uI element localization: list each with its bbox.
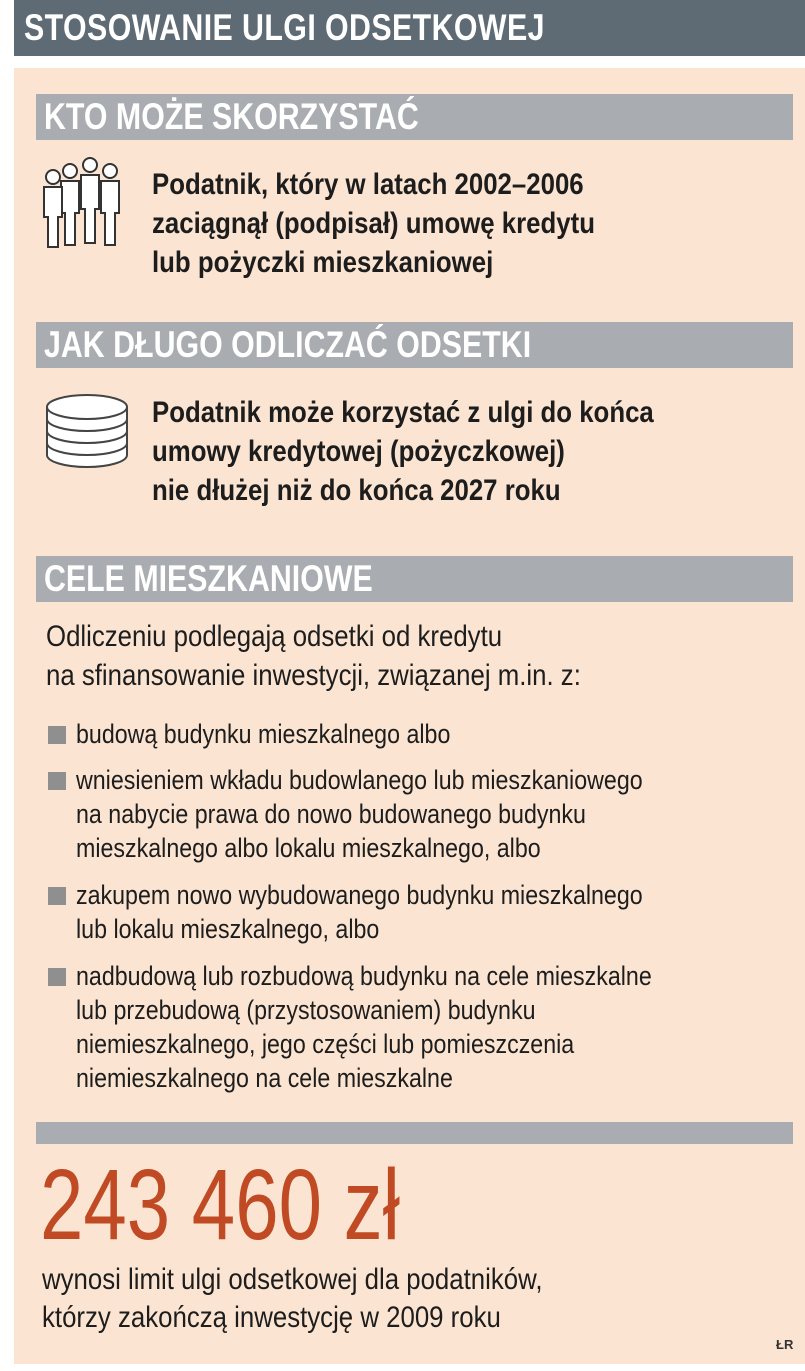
author-credit: ŁR	[776, 1337, 794, 1352]
bullet-square	[48, 968, 66, 986]
section-header-how-long	[36, 322, 793, 368]
section-header-goals	[36, 556, 793, 602]
section-header-who	[36, 94, 793, 140]
section-title-who: KTO MOŻE SKORZYSTAĆ	[44, 96, 419, 137]
section-title-how-long: JAK DŁUGO ODLICZAĆ ODSETKI	[44, 324, 532, 365]
limit-description: wynosi limit ulgi odsetkowej dla podatników, którzy zakończą inwestycję w 2009 roku	[42, 1263, 543, 1334]
bullet-square	[48, 772, 66, 790]
people-icon	[40, 155, 124, 250]
coin-stack-icon	[42, 385, 132, 473]
page-title: STOSOWANIE ULGI ODSETKOWEJ	[24, 7, 545, 48]
bullet-square	[48, 726, 66, 744]
section-title-goals: CELE MIESZKANIOWE	[44, 558, 373, 599]
limit-amount: 243 460 zł	[40, 1149, 400, 1261]
title-bar	[14, 0, 805, 56]
how-long-text: Podatnik może korzystać z ulgi do końca umowy kredytowej (pożyczkowej) nie dłużej niż do końca 2027 roku	[152, 396, 654, 507]
bullet-square	[48, 887, 66, 905]
who-text: Podatnik, który w latach 2002–2006 zaciągnął (podpisał) umowę kredytu lub pożyczki mieszkaniowej	[152, 168, 595, 279]
goals-intro: Odliczeniu podlegają odsetki od kredytu na sfinansowanie inwestycji, związanej m.in. z:	[46, 620, 581, 692]
divider	[36, 1122, 793, 1144]
